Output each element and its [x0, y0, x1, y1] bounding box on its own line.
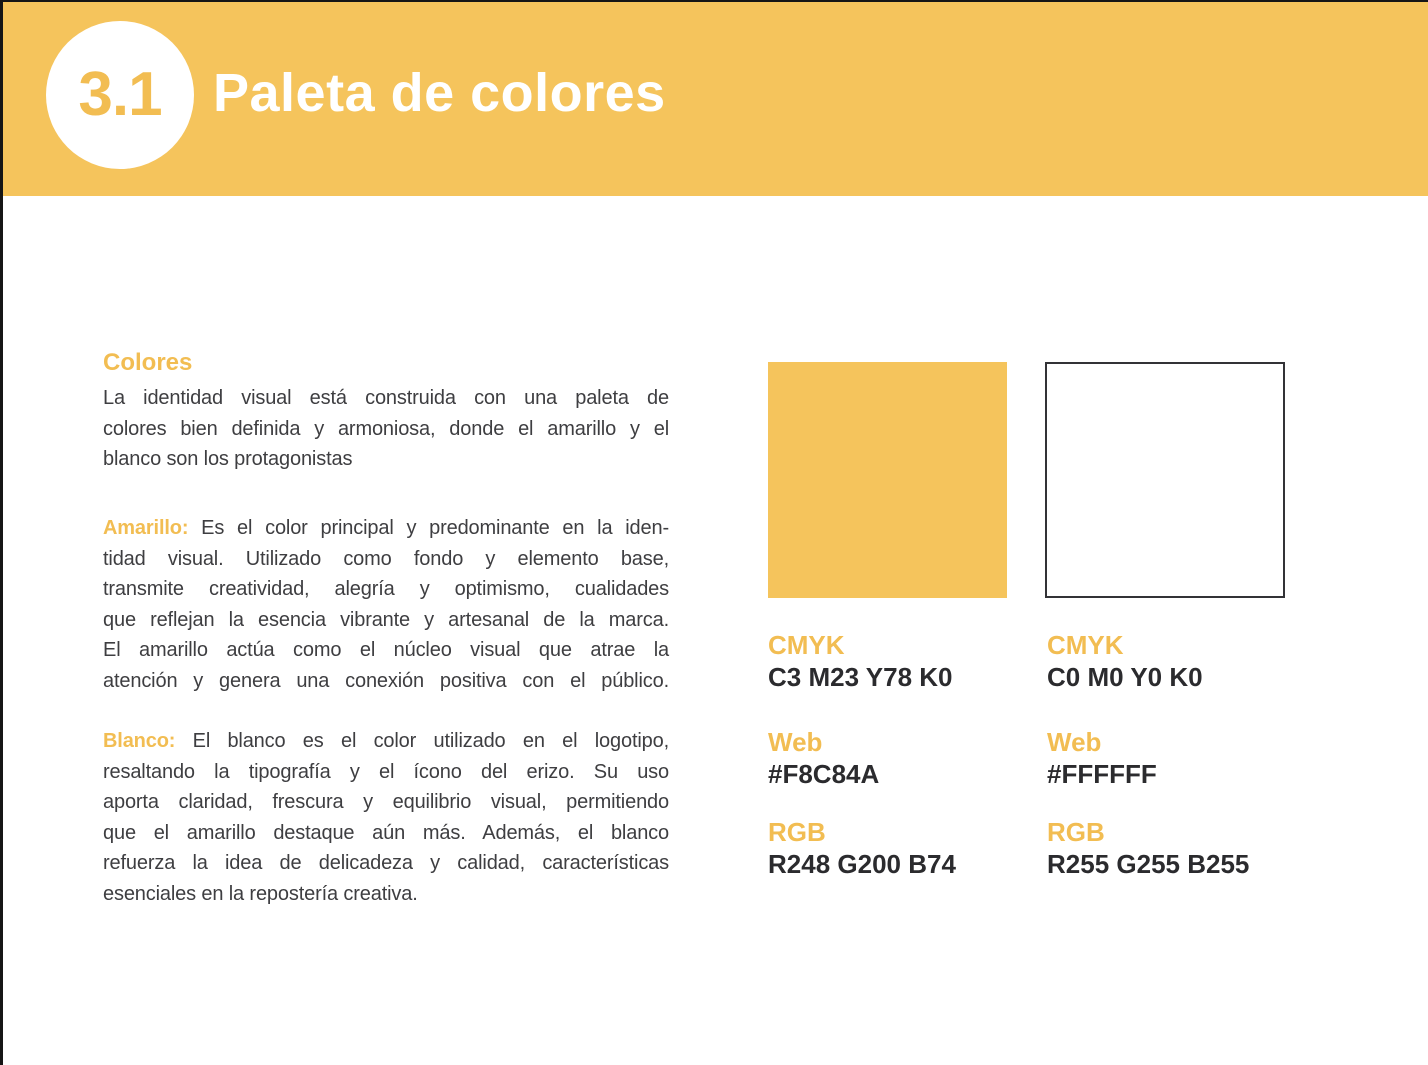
blanco-line: aporta claridad, frescura y equilibrio visual, permitiendo	[103, 791, 669, 813]
section-number-badge	[46, 21, 194, 169]
blanco-line: refuerza la idea de delicadeza y calidad, características	[103, 852, 669, 874]
amarillo-paragraph	[103, 513, 669, 696]
amarillo-line: El amarillo actúa como el núcleo visual que atrae la	[103, 639, 669, 661]
blanco-line: resaltando la tipografía y el ícono del erizo. Su uso	[103, 760, 669, 783]
blanco-line-text: El blanco es el color utilizado en el logotipo,	[175, 730, 669, 752]
web-value: #F8C84A	[768, 759, 880, 789]
rgb-group	[1047, 816, 1307, 880]
cmyk-label: CMYK	[1047, 630, 1124, 660]
intro-line: La identidad visual está construida con una paleta de	[103, 387, 669, 409]
amarillo-line-text: Es el color principal y predominante en la iden-	[188, 517, 669, 539]
amarillo-line: transmite creatividad, alegría y optimismo, cualidades	[103, 578, 669, 600]
cmyk-value: C3 M23 Y78 K0	[768, 662, 953, 692]
rgb-value: R248 G200 B74	[768, 849, 956, 879]
page-title: Paleta de colores	[213, 63, 666, 123]
cmyk-group	[768, 629, 1028, 693]
rgb-label: RGB	[1047, 817, 1105, 847]
web-group	[768, 726, 1028, 790]
blanco-line: que el amarillo destaque aún más. Además, el blanco	[103, 821, 669, 844]
amarillo-line: tidad visual. Utilizado como fondo y elemento base,	[103, 547, 669, 570]
blanco-line	[103, 726, 669, 757]
web-label: Web	[1047, 727, 1102, 757]
rgb-group	[768, 816, 1028, 880]
intro-line: blanco son los protagonistas	[103, 448, 353, 470]
blanco-line: esenciales en la repostería creativa.	[103, 882, 418, 905]
web-group	[1047, 726, 1307, 790]
section-header-band	[0, 0, 1428, 196]
rgb-label: RGB	[768, 817, 826, 847]
blanco-label: Blanco:	[103, 730, 176, 752]
white-swatch-specs	[1047, 629, 1307, 880]
amarillo-line: que reflejan la esencia vibrante y artesanal de la marca.	[103, 608, 669, 631]
intro-line: colores bien definida y armoniosa, donde el amarillo y el	[103, 417, 669, 440]
page-edge-left	[0, 0, 3, 1065]
amarillo-label: Amarillo:	[103, 517, 189, 539]
cmyk-value: C0 M0 Y0 K0	[1047, 662, 1203, 692]
amarillo-line: atención y genera una conexión positiva con el público.	[103, 669, 669, 692]
cmyk-group	[1047, 629, 1307, 693]
intro-paragraph	[103, 383, 669, 475]
web-value: #FFFFFF	[1047, 759, 1157, 789]
cmyk-label: CMYK	[768, 630, 845, 660]
amarillo-line	[103, 513, 669, 544]
blanco-paragraph	[103, 726, 669, 909]
colores-heading: Colores	[103, 349, 193, 376]
rgb-value: R255 G255 B255	[1047, 849, 1250, 879]
yellow-swatch-specs	[768, 629, 1028, 880]
page-edge-top	[0, 0, 1428, 2]
white-color-swatch	[1045, 362, 1285, 598]
description-column	[103, 351, 669, 951]
web-label: Web	[768, 727, 823, 757]
section-number: 3.1	[78, 60, 162, 129]
yellow-color-swatch	[768, 362, 1007, 598]
